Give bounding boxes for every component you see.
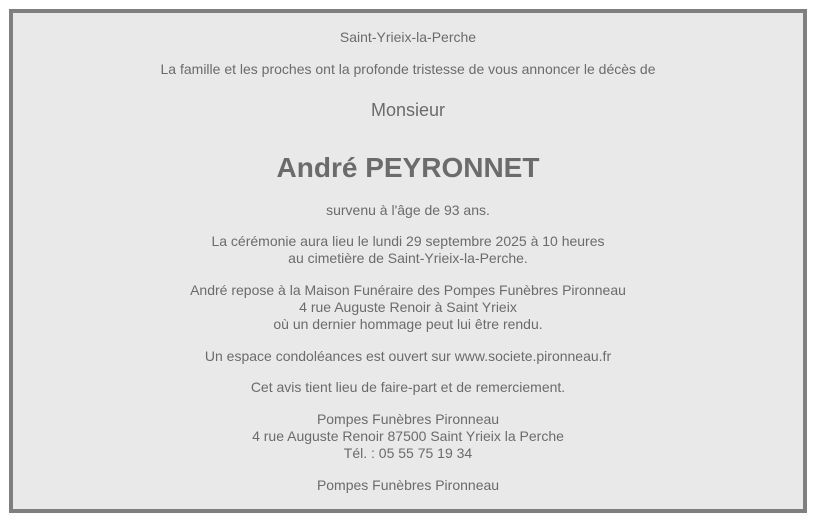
funeral-home-line: Pompes Funèbres Pironneau (316, 411, 500, 427)
funeral-home-line: 4 rue Auguste Renoir 87500 Saint Yrieix la Perche (252, 428, 564, 444)
age-line: survenu à l'âge de 93 ans. (326, 202, 490, 218)
ceremony-line: La cérémonie aura lieu le lundi 29 septembre 2025 à 10 heures (211, 233, 605, 249)
rest-place-info (13, 282, 803, 333)
ceremony-line: au cimetière de Saint-Yrieix-la-Perche. (288, 250, 528, 266)
signature: Pompes Funèbres Pironneau (316, 477, 500, 493)
ceremony-info (13, 233, 803, 267)
rest-place-line: André repose à la Maison Funéraire des Pompes Funèbres Pironneau (190, 282, 626, 298)
announcement-note: Cet avis tient lieu de faire-part et de remerciement. (250, 379, 566, 395)
funeral-home-info (13, 411, 803, 462)
rest-place-line: où un dernier hommage peut lui être rendu. (273, 316, 543, 332)
location: Saint-Yrieix-la-Perche (339, 29, 477, 45)
funeral-home-line: Tél. : 05 55 75 19 34 (343, 445, 473, 461)
obituary-notice (9, 9, 807, 513)
deceased-name: André PEYRONNET (276, 152, 540, 183)
condolences-text: Un espace condoléances est ouvert sur www.societe.pironneau.fr (204, 348, 612, 364)
rest-place-line: 4 rue Auguste Renoir à Saint Yrieix (299, 299, 517, 315)
civility: Monsieur (370, 100, 446, 120)
announcement-text: La famille et les proches ont la profonde tristesse de vous annoncer le décès de (160, 61, 656, 77)
